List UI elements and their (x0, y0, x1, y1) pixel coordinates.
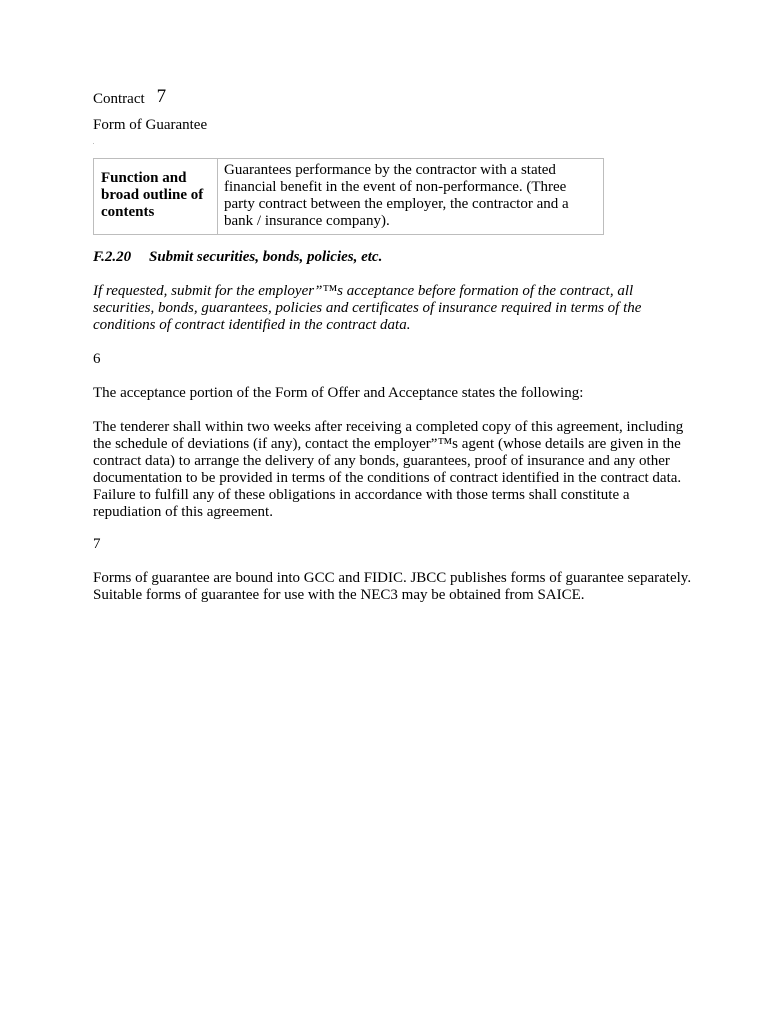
stray-mark (93, 143, 94, 144)
footnote-marker-7: 7 (93, 536, 101, 552)
contract-number: 7 (156, 86, 167, 107)
form-title: Form of Guarantee (93, 117, 208, 133)
function-outline-table (93, 158, 604, 235)
tenderer-obligation-paragraph: The tenderer shall within two weeks after receiving a completed copy of this agreement, including the schedule of deviations (if any), contact the employer”™s agent (whose details are given in the contract data) to arrange the delivery of any bonds, guarantees, proof of insurance and any other documentation to be provided in terms of the conditions of contract identified in the contract data. Failure to fulfill any of these obligations in accordance with those terms shall constitute a repudiation of this agreement. (93, 419, 684, 520)
contract-heading (93, 86, 167, 108)
footnote-marker-6: 6 (93, 351, 101, 367)
section-title: Submit securities, bonds, policies, etc. (149, 249, 383, 265)
section-body: If requested, submit for the employer”™s acceptance before formation of the contract, all securities, bonds, guarantees, policies and certificates of insurance required in terms of the conditions of contract identified in the contract data. (93, 283, 642, 333)
section-heading (93, 249, 382, 266)
acceptance-intro-paragraph: The acceptance portion of the Form of Offer and Acceptance states the following: (93, 385, 584, 401)
function-outline-label: Function and broad outline of contents (94, 159, 218, 234)
function-outline-description: Guarantees performance by the contractor with a stated financial benefit in the event of non-performance. (Three party contract between the employer, the contractor and a bank / insurance company). (224, 162, 569, 229)
section-number: F.2.20 (93, 249, 132, 265)
forms-of-guarantee-paragraph: Forms of guarantee are bound into GCC and FIDIC. JBCC publishes forms of guarantee separately. Suitable forms of guarantee for use with the NEC3 may be obtained from SAICE. (93, 570, 692, 603)
contract-label: Contract (93, 91, 145, 107)
